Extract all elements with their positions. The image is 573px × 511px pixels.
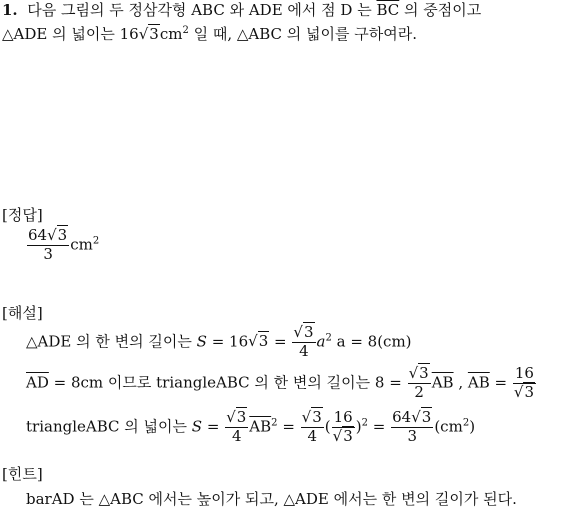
problem-text-2a: △ADE 의 넓이는 16 [2,25,139,43]
problem-line-2 [2,27,417,42]
problem-text-2b: 일 때, △ABC 의 넓이를 구하여라. [193,25,418,43]
fraction: $\frac{√3}{4}$ [301,408,322,445]
explanation-line-2: $\overline{AD} = 8cm$ 이므로 triangleABC 의 한 변의 길이는 8 = $\frac{√3}{2}$ $\overline{AB}$ , $\overline{AB}$ = $\frac{16}{√3}$ [26,364,534,401]
answer-header: [정답] [2,206,43,224]
unit: cm [159,25,183,43]
segment-bc: $\overline{BC}$ [376,1,400,19]
problem-text-1b: 의 중점이고 [404,1,482,19]
fraction: $\frac{√3}{4}$ [226,408,247,445]
explanation-line-3: triangleABC 의 넓이는 S = $\frac{√3}{4}$ $\overline{AB}^2$ = $\frac{√3}{4}$ ( $\frac{16}{√3}$ )$^2$ = $\frac{64√3}{3}$ $(cm^2)$ [26,408,476,445]
problem-line-1 [2,3,481,18]
exponent: 2 [182,25,189,36]
hint-header: [힌트] [2,465,43,483]
problem-number: 1. [2,1,18,19]
fraction: $\frac{√3}{2}$ [408,364,429,401]
problem-text-1a: 다음 그림의 두 정삼각형 ABC 와 ADE 에서 점 D 는 [27,1,372,19]
explanation-line-1: △ADE 의 한 변의 길이는 S = 16√3 = $\frac{√3}{4}$ $a^2$ a = 8(cm) [26,323,412,360]
answer-unit: cm [70,235,93,254]
fraction: $\frac{16}{√3}$ [332,408,353,445]
answer-value: $\frac{64√3}{3}$ $cm^2$ [28,226,100,263]
explanation-header: [해설] [2,304,43,322]
fraction: $\frac{√3}{4}$ [293,323,314,360]
fraction: $\frac{64√3}{3}$ [392,408,432,445]
hint-text: barAD 는 △ABC 에서는 높이가 되고, △ADE 에서는 한 변의 길이가 된다. [26,490,517,508]
sqrt: √3 [138,25,159,43]
fraction: $\frac{16}{√3}$ [513,364,534,401]
answer-fraction: $\frac{64√3}{3}$ [28,226,68,263]
